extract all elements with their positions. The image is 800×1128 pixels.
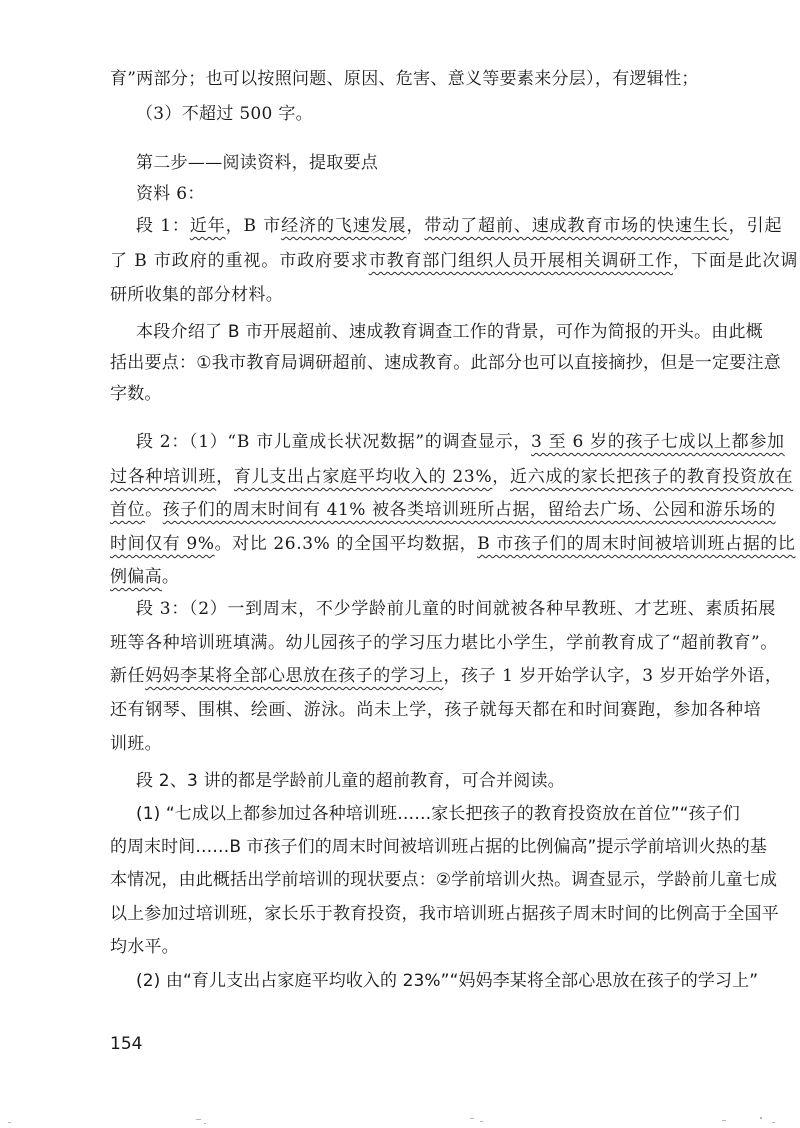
text-segment: 训班。 [110, 734, 162, 754]
text-segment: 的周末时间……B 市孩子们的周末时间被培训班占据的比例偏高”提示学前培训火热的基 [110, 837, 767, 857]
text-segment: （3）不超过 500 字。 [136, 104, 313, 124]
text-line-18 [110, 665, 782, 687]
underlined-phrase: 近年 [189, 216, 226, 236]
underlined-phrase: 带动了超前、速成教育市场的快速生长 [424, 216, 729, 236]
commentary-line-1 [136, 321, 763, 343]
text-segment: 。 [145, 500, 163, 520]
text-line-14 [110, 533, 796, 555]
commentary-line-5 [136, 803, 740, 825]
commentary-line-3 [110, 383, 162, 405]
text-segment: (1) “七成以上都参加过各种培训班……家长把孩子的教育投资放在首位”“孩子们 [136, 804, 740, 824]
text-line-20 [110, 733, 162, 755]
text-segment: 本情况，由此概括出学前培训的现状要点：②学前培训火热。调查显示，学龄前儿童七成 [110, 870, 778, 890]
commentary-line-9 [110, 936, 179, 958]
text-segment: 本段介绍了 B 市开展超前、速成教育调查工作的背景，可作为简报的开头。由此概 [136, 322, 763, 342]
underlined-phrase: 首位 [110, 500, 146, 520]
text-line-7 [110, 284, 283, 306]
text-segment: ，B 市 [225, 216, 282, 236]
underlined-phrase: 3 至 6 岁的孩子七成以上都参加 [531, 432, 785, 452]
text-segment: 第二步——阅读资料，提取要点 [136, 153, 379, 173]
text-segment: 段 2、3 讲的都是学龄前儿童的超前教育，可合并阅读。 [136, 771, 565, 791]
underlined-phrase: 过各种培训班 [110, 467, 217, 487]
text-line-1 [110, 68, 699, 90]
underlined-phrase: 市教育部门组织人员开展相关调研工作 [368, 251, 674, 271]
text-line-2 [136, 103, 313, 125]
text-line-15 [110, 566, 179, 588]
underlined-phrase: 例偏高 [110, 567, 162, 587]
text-line-17 [110, 632, 778, 654]
text-line-12 [110, 466, 793, 488]
text-segment: 研所收集的部分材料。 [110, 285, 283, 305]
text-segment: ， [492, 467, 510, 487]
text-segment: 新任 [110, 666, 146, 686]
scan-edge-noise [0, 1110, 800, 1128]
text-segment: 了 B 市政府的重视。市政府要求 [110, 251, 369, 271]
commentary-line-6 [110, 836, 767, 858]
page-number: 154 [110, 1034, 143, 1054]
commentary-line-4 [136, 770, 565, 792]
text-segment: 括出要点：①我市教育局调研超前、速成教育。此部分也可以直接摘抄，但是一定要注意 [110, 353, 781, 373]
text-segment: 均水平。 [110, 937, 179, 957]
text-segment: 。 [161, 567, 180, 587]
commentary-line-10 [136, 970, 758, 992]
text-segment: 育”两部分；也可以按照问题、原因、危害、意义等要素来分层），有逻辑性； [110, 69, 699, 89]
underlined-phrase: 经济的飞速发展 [281, 216, 407, 236]
text-segment: 以上参加过培训班，家长乐于教育投资，我市培训班占据孩子周末时间的比例高于全国平 [110, 904, 779, 924]
commentary-line-2 [110, 352, 781, 374]
text-segment: ， [216, 467, 234, 487]
text-line-5 [136, 215, 782, 237]
text-line-19 [110, 699, 761, 721]
text-line-13 [110, 499, 776, 521]
text-segment: 资料 6： [136, 184, 205, 204]
text-segment: 段 1： [136, 216, 190, 236]
text-segment: ， [406, 216, 425, 236]
commentary-line-8 [110, 903, 779, 925]
underlined-phrase: 时间仅有 9% [110, 534, 215, 554]
text-line-16 [136, 598, 776, 620]
text-segment: 班等各种培训班填满。幼儿园孩子的学习压力堪比小学生，学前教育成了“超前教育”。 [110, 633, 778, 653]
text-segment: 字数。 [110, 384, 162, 404]
underlined-phrase: 孩子们的周末时间有 41% 被各类培训班所占据，留给去广场、公园和游乐场的 [162, 500, 776, 520]
text-segment: 段 2：（1）“B 市儿童成长状况数据”的调查显示， [136, 432, 532, 452]
text-segment: ，引起 [728, 216, 783, 236]
text-segment: 。对比 26.3% 的全国平均数据， [214, 534, 478, 554]
text-segment: ，孩子 1 岁开始学认字，3 岁开始学外语， [443, 666, 783, 686]
text-segment: ，下面是此次调 [673, 251, 799, 271]
text-line-6 [110, 250, 798, 272]
underlined-phrase: 育儿支出占家庭平均收入的 23% [233, 467, 493, 487]
underlined-phrase: B 市孩子们的周末时间被培训班占据的比 [477, 534, 796, 554]
text-segment: 段 3：（2）一到周末，不少学龄前儿童的时间就被各种早教班、才艺班、素质拓展 [136, 599, 777, 619]
text-segment: 还有钢琴、围棋、绘画、游泳。尚未上学，孩子就每天都在和时间赛跑，参加各种培 [110, 700, 762, 720]
text-segment: (2) 由“育儿支出占家庭平均收入的 23%”“妈妈李某将全部心思放在孩子的学习上” [136, 971, 759, 991]
commentary-line-7 [110, 869, 777, 891]
underlined-phrase: 近六成的家长把孩子的教育投资放在 [510, 467, 794, 487]
material-label [136, 183, 205, 205]
text-line-11 [136, 431, 785, 453]
section-heading [136, 152, 378, 174]
underlined-phrase: 妈妈李某将全部心思放在孩子的学习上 [145, 666, 444, 686]
